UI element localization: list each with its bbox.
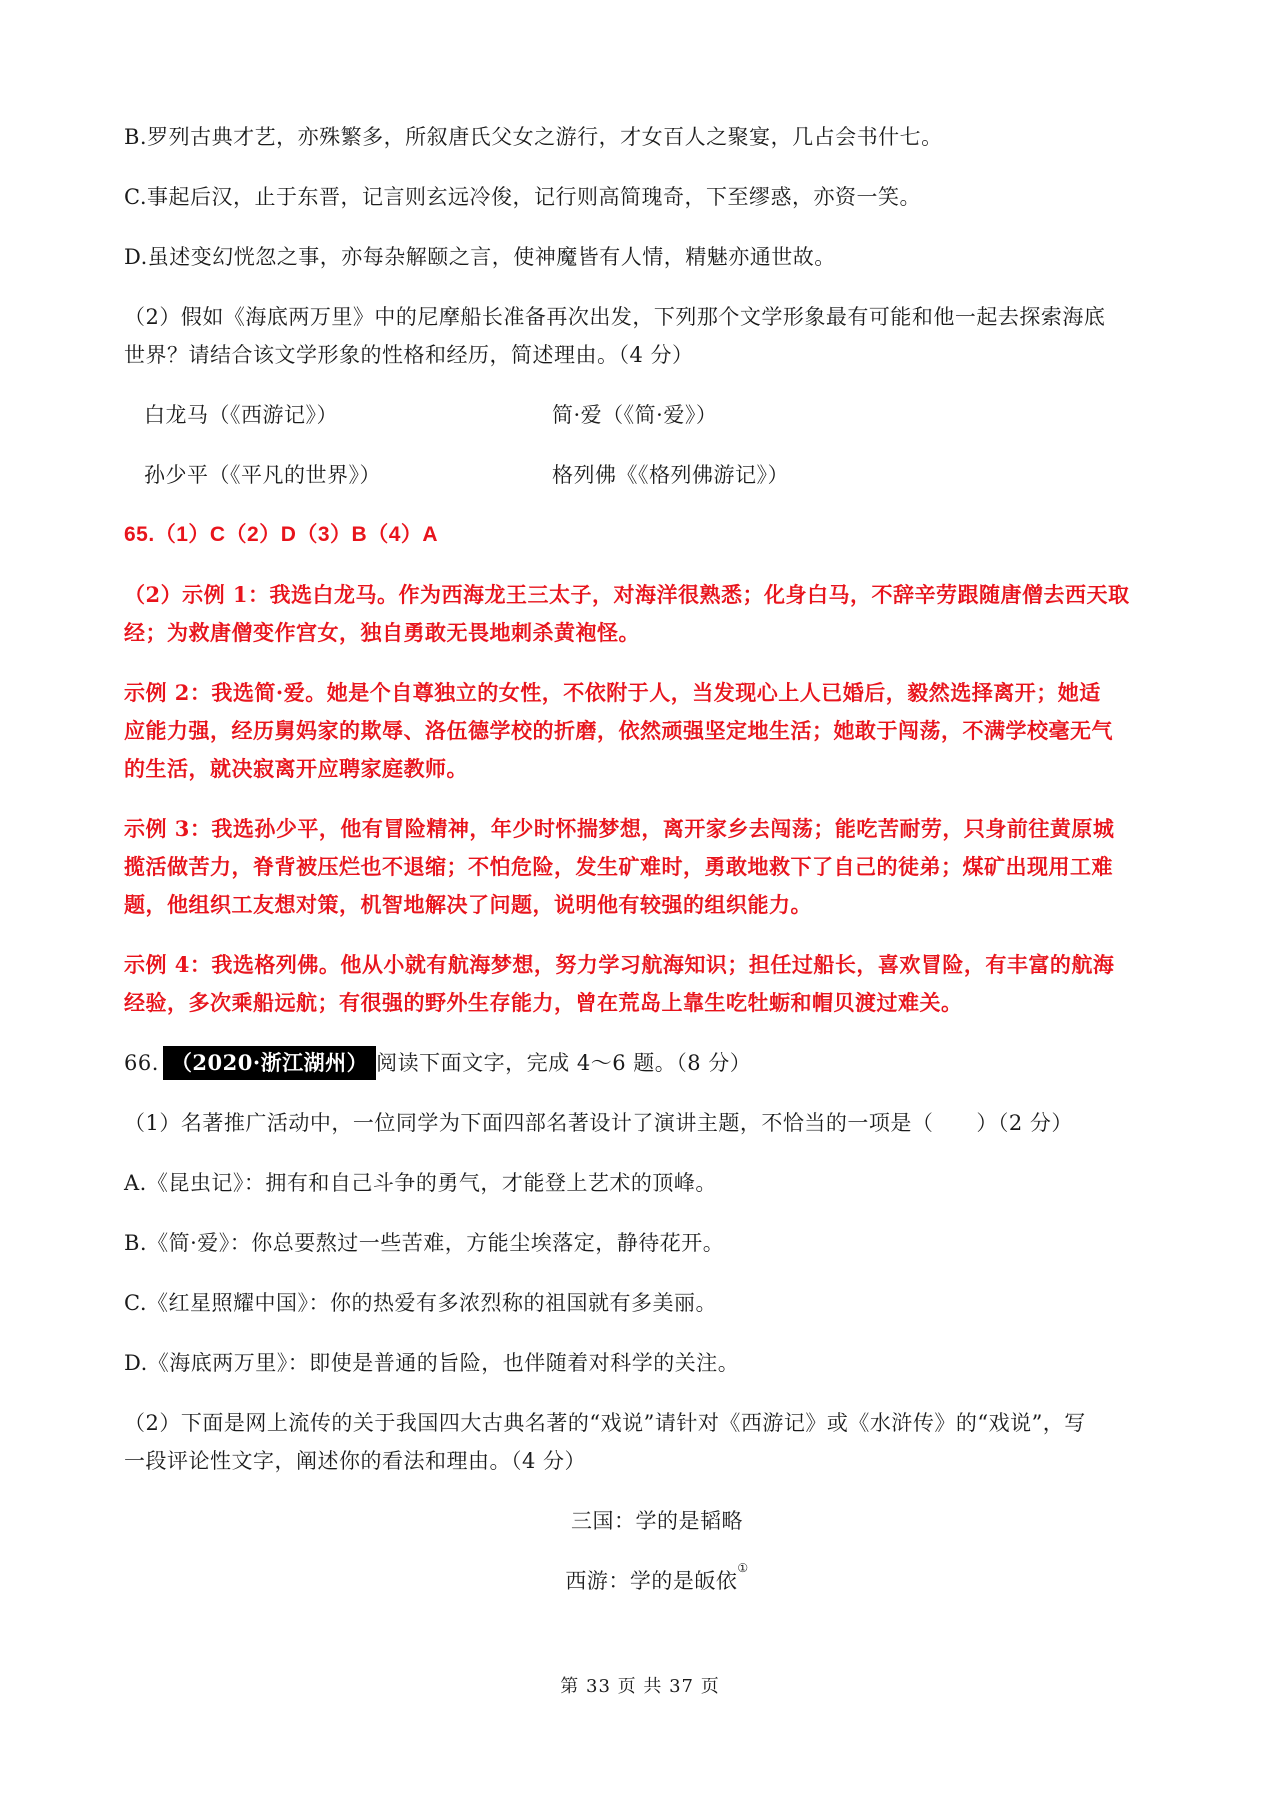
page-footer: 第 33 页 共 37 页: [560, 1676, 720, 1697]
a65-part1: 65.（1）C（2）D（3）B（4）A: [124, 523, 439, 546]
a65-example4-line2: 经验，多次乘船远航；有很强的野外生存能力，曾在荒岛上靠生吃牡蛎和帽贝渡过难关。: [124, 990, 963, 1015]
q66-header: [124, 1044, 1170, 1082]
a65-example2-line1: 示例 2：我选简·爱。她是个自尊独立的女性，不依附于人，当发现心上人已婚后，毅然选择离开；她适: [124, 680, 1101, 705]
q66-part2-line1: （2）下面是网上流传的关于我国四大古典名著的“戏说”请针对《西游记》或《水浒传》的“戏说”，写: [124, 1411, 1086, 1435]
q66-source-badge: （2020·浙江湖州）: [163, 1046, 376, 1080]
choice-gulliver: 格列佛《《格列佛游记》）: [552, 463, 789, 487]
q66-part2-line2: 一段评论性文字，阐述你的看法和理由。（4 分）: [124, 1449, 587, 1473]
q66-option-d: D.《海底两万里》：即使是普通的旨险，也伴随着对科学的关注。: [124, 1351, 740, 1375]
q66-intro: 阅读下面文字，完成 4～6 题。（8 分）: [376, 1051, 752, 1075]
q64-part2-line2: 世界？请结合该文学形象的性格和经历，简述理由。（4 分）: [124, 343, 694, 367]
a65-example3-line3: 题，他组织工友想对策，机智地解决了问题，说明他有较强的组织能力。: [124, 892, 812, 917]
choice-jane-eyre: 简·爱（《简·爱》）: [552, 403, 718, 427]
choice-bailongma: 白龙马（《西游记》）: [144, 403, 338, 427]
q64-option-c: C.事起后汉，止于东晋，记言则玄远冷俊，记行则高简瑰奇，下至缪惑，亦资一笑。: [124, 185, 921, 209]
q64-option-b: B.罗列古典才艺，亦殊繁多，所叙唐氏父女之游行，才女百人之聚宴，几占会书什七。: [124, 125, 943, 149]
a65-example4-line1: 示例 4：我选格列佛。他从小就有航海梦想，努力学习航海知识；担任过船长，喜欢冒险，有丰富的航海: [124, 952, 1115, 977]
a65-example1-line2: 经；为救唐僧变作宫女，独自勇敢无畏地刺杀黄袍怪。: [124, 620, 640, 645]
a65-example2-line3: 的生活，就决寂离开应聘家庭教师。: [124, 756, 468, 781]
q66-part2: [124, 1404, 1170, 1480]
a65-example1-line1: （2）示例 1：我选白龙马。作为西海龙王三太子，对海洋很熟悉；化身白马，不辞辛劳跟随唐僧去西天取: [124, 582, 1130, 607]
q66-option-a: A.《昆虫记》：拥有和自己斗争的勇气，才能登上艺术的顶峰。: [124, 1171, 717, 1195]
a65-example3-line1: 示例 3：我选孙少平，他有冒险精神，年少时怀揣梦想，离开家乡去闯荡；能吃苦耐劳，只身前往黄原城: [124, 816, 1115, 841]
q66-number: 66.: [124, 1051, 159, 1075]
q66-option-b: B.《简·爱》：你总要熬过一些苦难，方能尘埃落定，静待花开。: [124, 1231, 725, 1255]
q64-option-d: D.虽述变幻恍忽之事，亦每杂解颐之言，使神魔皆有人情，精魅亦通世故。: [124, 245, 836, 269]
q64-choice-row-1: [124, 396, 1170, 434]
a65-example2-line2: 应能力强，经历舅妈家的欺辱、洛伍德学校的折磨，依然顽强坚定地生活；她敢于闯荡，不满学校毫无气: [124, 718, 1113, 743]
q66-quote-xiyou: [124, 1562, 1170, 1600]
document-page: [124, 118, 1170, 1622]
q64-choice-row-2: [124, 456, 1170, 494]
q64-part2: [124, 298, 1170, 374]
a65-example1: [124, 576, 1170, 652]
choice-sun-shaoping: 孙少平（《平凡的世界》）: [144, 463, 381, 487]
q64-part2-line1: （2）假如《海底两万里》中的尼摩船长准备再次出发，下列那个文学形象最有可能和他一起去探索海底: [124, 305, 1106, 329]
q66-option-c: C.《红星照耀中国》：你的热爱有多浓烈称的祖国就有多美丽。: [124, 1291, 717, 1315]
footnote-marker: ①: [737, 1561, 749, 1575]
a65-example4: [124, 946, 1170, 1022]
q66-part1: （1）名著推广活动中，一位同学为下面四部名著设计了演讲主题，不恰当的一项是（ ）（2 分）: [124, 1111, 1073, 1135]
a65-example3-line2: 揽活做苦力，脊背被压烂也不退缩；不怕危险，发生矿难时，勇敢地救下了自己的徒弟；煤矿出现用工难: [124, 854, 1113, 879]
q66-quote-sanguo: 三国：学的是韬略: [571, 1509, 743, 1533]
a65-example2: [124, 674, 1170, 788]
a65-example3: [124, 810, 1170, 924]
q66-quote-xiyou-text: 西游：学的是皈依: [565, 1569, 738, 1593]
